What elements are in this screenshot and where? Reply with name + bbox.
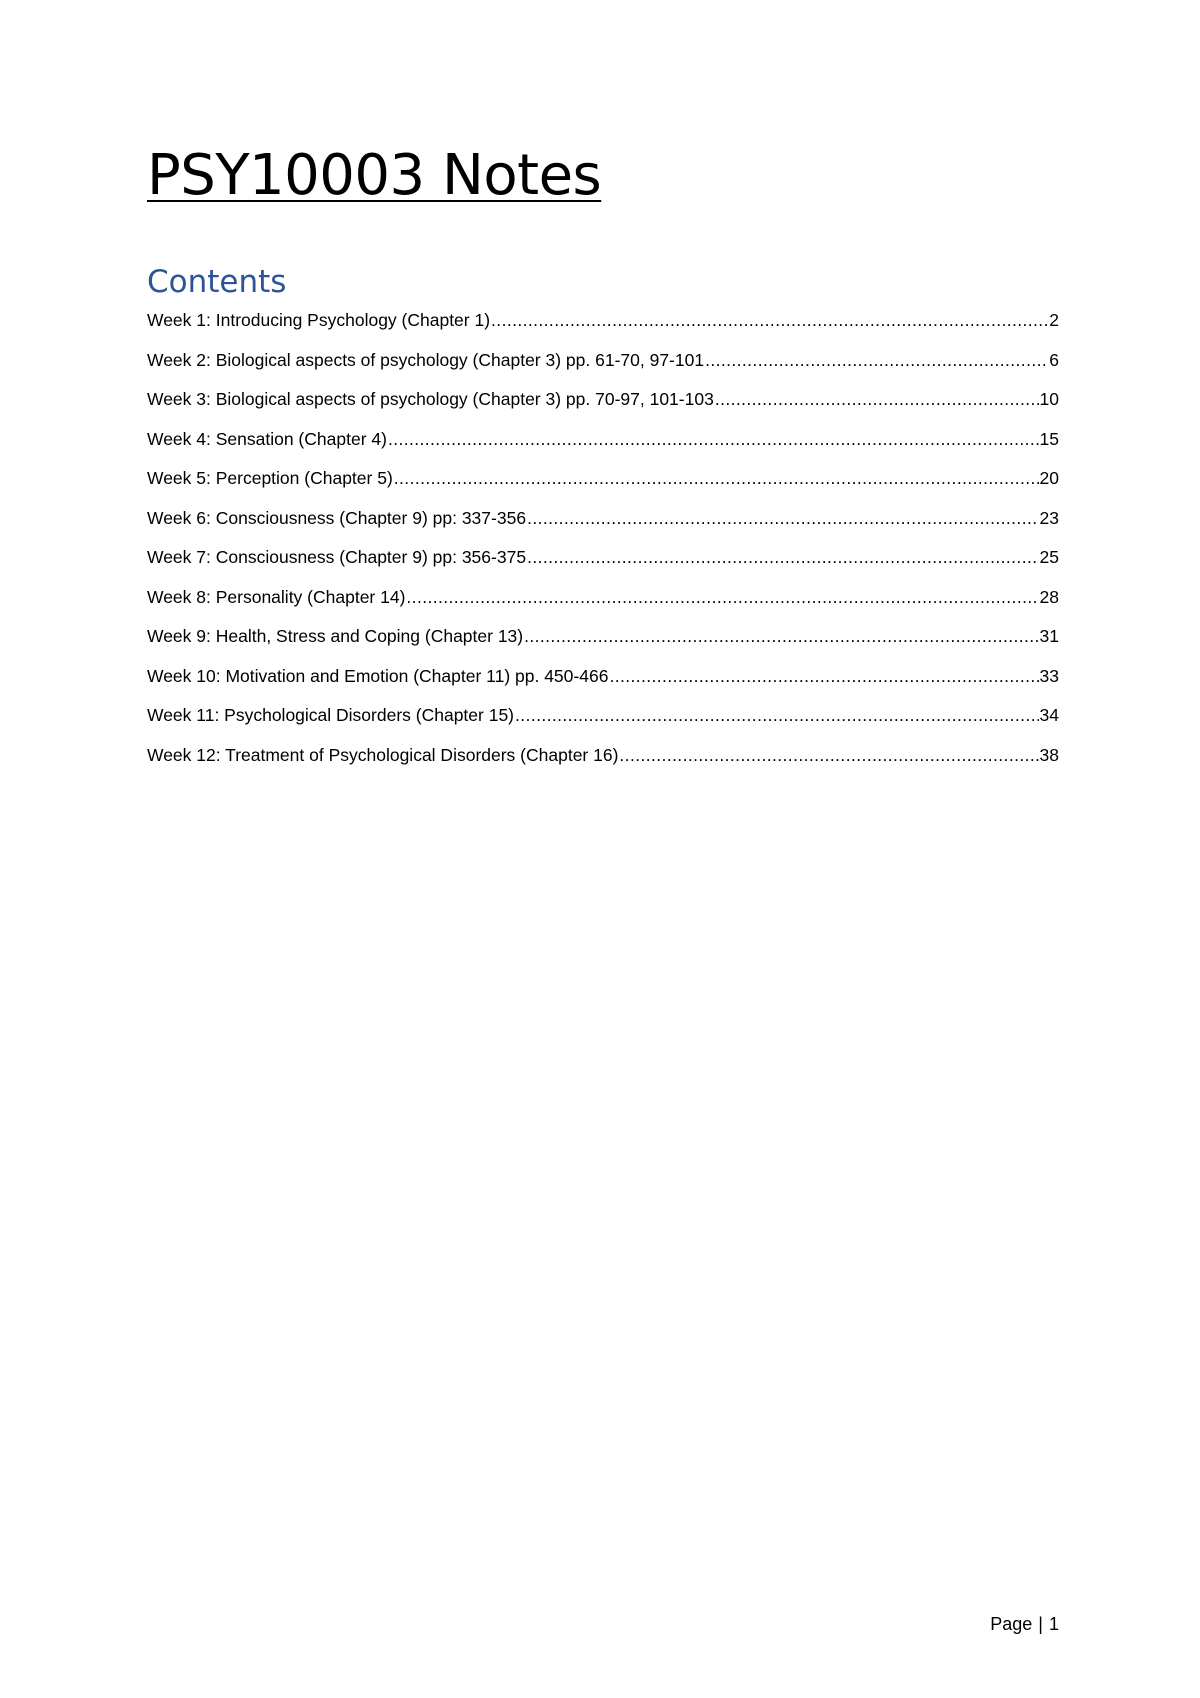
toc-dot-leader: [619, 741, 1038, 769]
toc-entry-label: Week 1: Introducing Psychology (Chapter 1): [147, 310, 491, 330]
toc-dot-leader: [715, 385, 1039, 413]
toc-dot-leader: [406, 583, 1038, 611]
footer-page-number: 1: [1048, 1614, 1059, 1634]
toc-entry-page: 38: [1039, 744, 1059, 765]
contents-heading: Contents: [147, 264, 287, 300]
toc-entry-week-7[interactable]: [147, 543, 1059, 583]
toc-entry-label: Week 8: Personality (Chapter 14): [147, 586, 406, 607]
toc-entry-label: Week 11: Psychological Disorders (Chapter 15): [147, 705, 515, 725]
page-footer: [990, 1612, 1059, 1636]
toc-entry-page: 2: [1049, 310, 1059, 330]
toc-entry-page: 23: [1039, 507, 1059, 528]
toc-dot-leader: [515, 701, 1039, 729]
toc-entry-week-6[interactable]: [147, 504, 1059, 544]
toc-entry-page: 15: [1039, 428, 1059, 449]
toc-entry-page: 33: [1039, 665, 1059, 686]
toc-dot-leader: [388, 425, 1039, 453]
toc-entry-page: 6: [1049, 349, 1059, 370]
toc-entry-week-1[interactable]: [147, 306, 1059, 346]
toc-entry-label: Week 6: Consciousness (Chapter 9) pp: 337-356: [147, 507, 527, 528]
toc-entry-week-8[interactable]: [147, 583, 1059, 623]
toc-dot-leader: [527, 504, 1038, 532]
toc-dot-leader: [527, 543, 1038, 571]
toc-entry-week-9[interactable]: [147, 622, 1059, 662]
toc-entry-label: Week 2: Biological aspects of psychology (Chapter 3) pp. 61-70, 97-101: [147, 349, 705, 370]
toc-entry-page: 34: [1039, 705, 1059, 725]
toc-dot-leader: [491, 306, 1048, 334]
toc-entry-week-5[interactable]: [147, 464, 1059, 504]
toc-entry-week-12[interactable]: [147, 741, 1059, 781]
toc-entry-label: Week 12: Treatment of Psychological Disorders (Chapter 16): [147, 744, 619, 765]
toc-entry-label: Week 3: Biological aspects of psychology (Chapter 3) pp. 70-97, 101-103: [147, 389, 714, 409]
footer-separator: |: [1038, 1614, 1043, 1634]
footer-page-label: Page: [990, 1614, 1033, 1634]
toc-dot-leader: [609, 662, 1038, 690]
toc-entry-page: 31: [1039, 626, 1059, 646]
toc-entry-page: 20: [1039, 468, 1059, 488]
toc-entry-week-3[interactable]: [147, 385, 1059, 425]
toc-entry-page: 25: [1039, 547, 1059, 567]
toc-entry-label: Week 5: Perception (Chapter 5): [147, 468, 393, 488]
toc-entry-page: 28: [1039, 586, 1059, 607]
toc-entry-label: Week 7: Consciousness (Chapter 9) pp: 356-375: [147, 547, 527, 567]
document-title: PSY10003 Notes: [147, 143, 602, 208]
toc-entry-label: Week 4: Sensation (Chapter 4): [147, 428, 387, 449]
toc-entry-page: 10: [1039, 389, 1059, 409]
toc-dot-leader: [394, 464, 1039, 492]
table-of-contents: [147, 306, 1059, 780]
toc-dot-leader: [524, 622, 1038, 650]
toc-entry-week-10[interactable]: [147, 662, 1059, 702]
toc-entry-week-11[interactable]: [147, 701, 1059, 741]
toc-dot-leader: [705, 346, 1048, 374]
toc-entry-label: Week 9: Health, Stress and Coping (Chapter 13): [147, 626, 524, 646]
toc-entry-week-4[interactable]: [147, 425, 1059, 465]
toc-entry-week-2[interactable]: [147, 346, 1059, 386]
toc-entry-label: Week 10: Motivation and Emotion (Chapter 11) pp. 450-466: [147, 665, 609, 686]
